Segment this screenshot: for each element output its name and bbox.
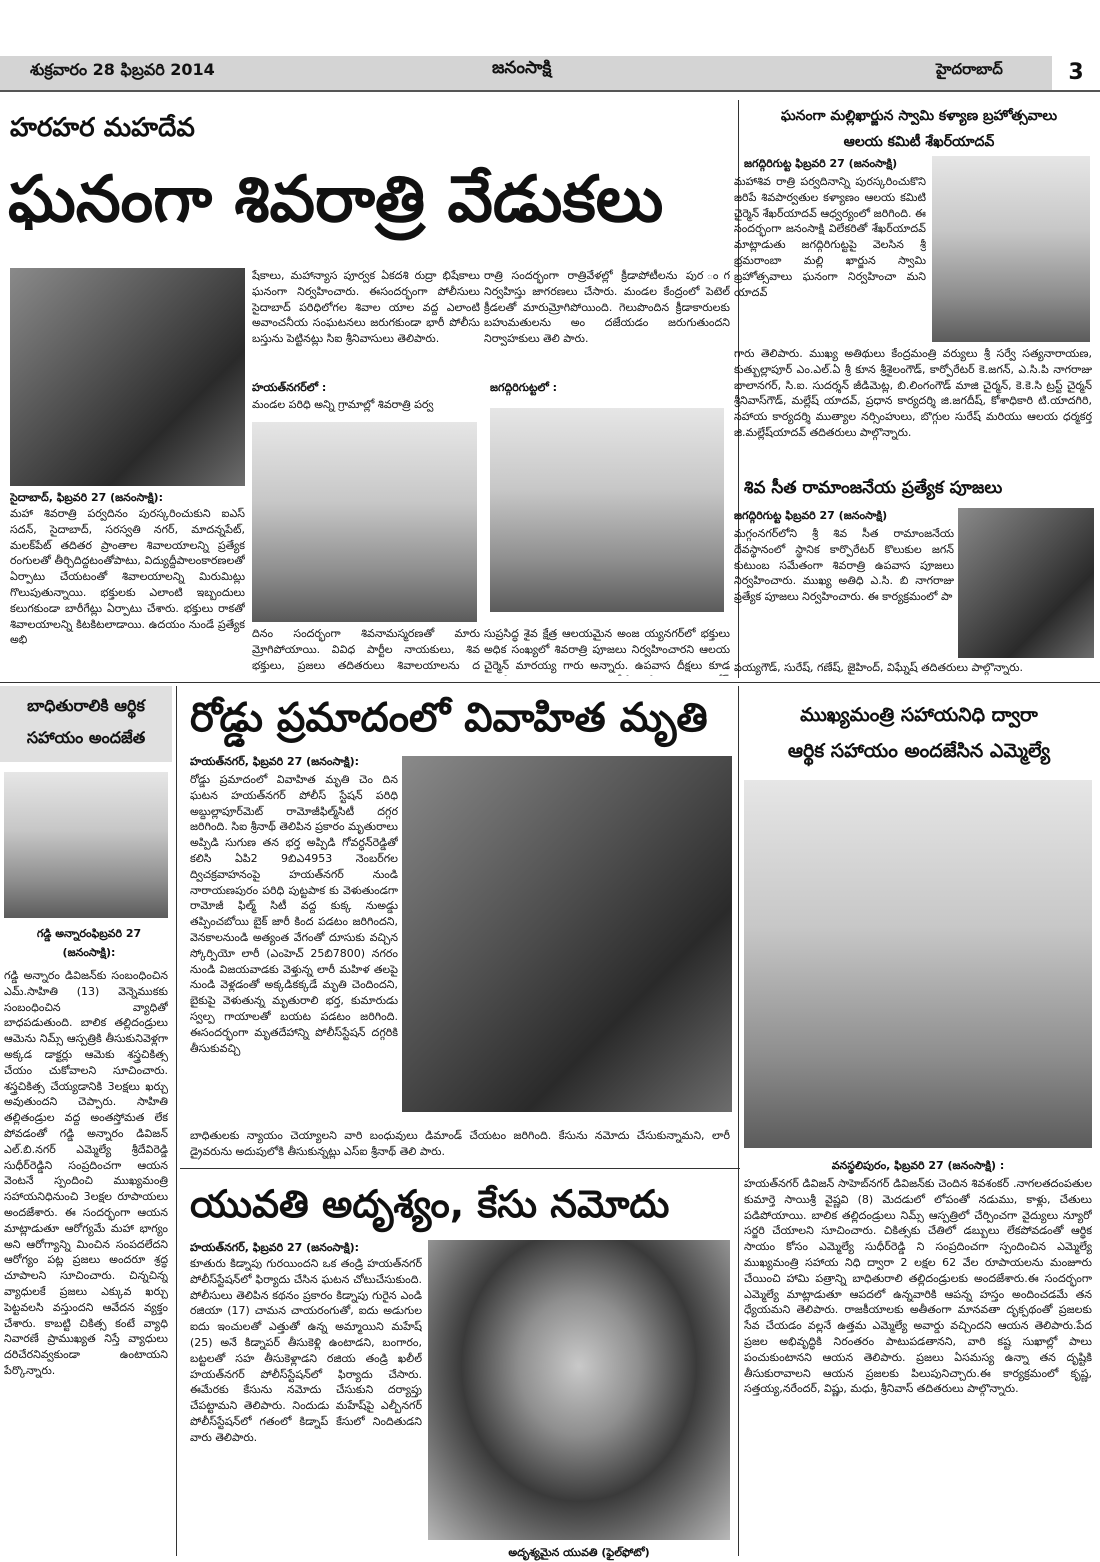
- badhitha-photo-handover: [4, 772, 168, 918]
- accident-text-tail: బాధితులకు న్యాయం చెయ్యాలని వారి బంధువులు డిమాండ్ చేయటం జరిగింది. కేసును నమోదు చేసుకున్నామని, లారీ డ్రైవరును అదుపులోకి తీసుకున్నట్లు ఎస్ఐ శ్రీనాథ్ తెలి పారు.: [190, 1129, 730, 1158]
- section-rule: [0, 682, 1100, 683]
- missing-text: కూతురు కిడ్నాపు గురయిందని ఒక తండ్రి హయత్‌నగర్ పోలీస్‌స్టేషన్‌లో ఫిర్యాదు చేసిన ఘటన చోటుచేసుకుంది. పోలీసులు తెలిపిన కథనం ప్రకారం కిడ్నాపు గురైన ఎండి రజియా (17) చామన చాయరంగుతో, ఐదు అడుగుల ఐదు ఇంచులతో ఎత్తుతో ఉన్న అమ్మాయిని మహేష్ (25) అనే కిడ్నాపర్ తీసుకెళ్లి ఉంటాడని, బంగారం, బట్టలతో సహ తీసుకెళ్లాడని రజియ తండ్రి ఖలీల్ హయత్‌నగర్ పోలీస్‌స్టేషన్‌లో ఫిర్యాదు చేసారు. ఈమేరకు కేసును నమోదు చేసుకుని దర్యాప్తు చేపట్టామని తెలిపారు. నిందుడు మహేష్‌పై ఎల్బీనగర్ పోలీస్‌స్టేషన్‌లో గతంలో కిడ్నాప్ కేసులో నిందితుడని వారు తెలిపారు.: [190, 1257, 422, 1444]
- missing-photo-portrait: [428, 1240, 730, 1540]
- lead-text-col2a: షేకాలు, మహాన్యాస పూర్వక ఏకదశి రుద్రా భిషేకాలు ఘనంగా నిర్వహించారు. ఈసందర్భంగా పోలీసులు సైదాబాద్ పరిధిలోగల శివాల యాల వద్ద ఎలాంటి అవాంచనీయ సంఘటనలు జరుగకుండా భారీ పోలీసు బస్తును పెట్టినట్లు సిఐ శ్రీనివాసులు తెలిపారు.: [252, 269, 480, 346]
- badhitha-dateline-2: (జనంసాక్షి):: [62, 946, 116, 959]
- mallikarjuna-headline-2: ఆలయ కమిటీ శేఖర్‌యాదవ్: [843, 134, 995, 150]
- cmfund-photo-handover: [744, 780, 1092, 1148]
- lead-text-col3b: సుప్రసిద్ధ శైవ క్షేత్ర ఆలయమైన అంజ య్యనగర్‌లో భక్తులు అధిక సంఖ్యలో శివరాత్రి పూజలు నిర్వహించారని ఆలయ చైర్మెన్ మారయ్య గారు అన్నారు. ఉపవాస దీక్షలు కూడ: [484, 627, 730, 672]
- mallikarjuna-photo-procession: [932, 156, 1090, 342]
- lead-kicker: హరహర మహదేవ: [10, 113, 195, 143]
- column-rule: [738, 686, 739, 1556]
- newspaper-logo: జనంసాక్షి: [492, 58, 552, 78]
- badhitha-dateline-1: గడ్డి అన్నారంఫిబ్రవరి 27: [36, 927, 142, 940]
- lead-text-col2b: మండల పరిధి అన్ని గ్రామాల్లో శివరాత్రి పర్వ: [252, 398, 434, 411]
- missing-photo-caption: అదృశ్యమైన యువతి (ఫైల్‌ఫోటో): [508, 1546, 650, 1559]
- mallikarjuna-text-full: గారు తెలిపారు. ముఖ్య అతిథులు కేంద్రమంత్రి వర్యులు శ్రీ సర్వే సత్యనారాయణ, కుత్బుల్లాపూర్ ఎం.ఎల్.ఏ శ్రీ కూన శ్రీశైలంగౌడ్, కార్పోరేటర్ కె.జగన్, ఎ.సి.పి నాగరాజు బాలానగర్, సి.ఐ. సుదర్శన్ జీడిమెట్ల, బి.లింగంగౌడ్ మాజి చైర్మన్, కె.కె.సి ట్రస్ట్ చైర్మన్ శ్రీనివాస్‌గౌడ్, మల్లేష్ యాదవ్, ప్రధాన కార్యదర్శి జి.జగదీష్, కోశాధికారి టి.యాదగిరి, సహాయ కార్యదర్శి ముత్యాల నర్సింహులు, బొగ్గుల సురేష్ మరియు ఆలయ ధర్మకర్త జి.మల్లేష్‌యాదవ్ తదితరులు పాల్గొన్నారు.: [734, 347, 1092, 439]
- lead-dateline: సైదాబాద్, ఫిబ్రవరి 27 (జనంసాక్షి):: [10, 491, 163, 504]
- accident-dateline: హయత్‌నగర్, ఫిబ్రవరి 27 (జనంసాక్షి):: [190, 755, 359, 768]
- missing-dateline: హయత్‌నగర్, ఫిబ్రవరి 27 (జనంసాక్షి):: [190, 1241, 359, 1254]
- mallikarjuna-dateline: జగద్గిరిగుట్ట ఫిబ్రవరి 27 (జనంసాక్షి): [744, 157, 898, 170]
- cmfund-headline-2: ఆర్థిక సహాయం అందజేసిన ఎమ్మెల్యే: [787, 740, 1051, 762]
- edition-city: హైదరాబాద్: [936, 60, 1003, 78]
- lead-photo-temple-shrine: [490, 408, 724, 612]
- lead-text-col2c: దినం సందర్భంగా శివనామస్మరణతో మారు మ్రోగిపోయాయి. వివిధ పార్టీల నాయకులు, శివ భక్తులు, ప్రజలు తదితరులు శివాలయాలను ద: [252, 627, 480, 672]
- missing-headline: యువతి అదృశ్యం, కేసు నమోదు: [190, 1182, 670, 1226]
- sita-dateline: జగద్గిరిగుట్ట ఫిబ్రవరి 27 (జనంసాక్షి): [734, 509, 888, 522]
- lead-sub-jagadgirigutta: జగద్గిరిగుట్టలో :: [490, 381, 558, 394]
- column-rule: [176, 686, 177, 1556]
- cmfund-text: హయత్‌నగర్ డివిజన్ సాహెబ్‌నగర్ డివిజన్‌కు చెందిన శివశంకర్ .నాగలతదంపతుల కుమార్తె సాయిశ్రీ వైష్ణవి (8) మెదడులో లోపంతో నడుము, కాళ్లు, చేతులు పడిపోయాయి. బాలిక తల్లిదండ్రులు నిమ్స్ ఆస్పత్రిలో చేర్పించగా వైద్యులు న్యూరో సర్జరి చేయాలని సూచించారు. చికిత్సకు చేతిలో డబ్బులు లేకపోవడంతో ఆర్థిక సాయం కోసం ఎమ్మెల్యే సుధీర్‌రెడ్డి ని సంప్రదించగా స్పందించిన ఎమ్మెల్యే ముఖ్యమంత్రి సహాయ నిధి ద్వారా 2 లక్షల 62 వేల రూపాయలను మంజూరు చేయించి హామి పత్రాన్ని బాధితురాలి తల్లిదండ్రులకు అందజేశారు.ఈ సందర్భంగా ఎమ్మెల్యే మాట్లాడుతూ ఆపదలో ఉన్నవారికి ఆపన్న హస్తం అందించడమే తన ధ్యేయమని తెలిపారు. రాజకీయాలకు అతీతంగా మానవతా దృక్పథంతో ప్రజలకు సేవ చేయడం వల్లనే ఉత్తమ ఎమ్మెల్యే అవార్డు వచ్చిందని ఆయన తెలిపారు.పేద ప్రజల అభివృద్ధికి నిరంతరం పాటుపడతానని, వారి కష్ట సుఖాల్లో పాలు పంచుకుంటానని ఆయన తెలిపారు. ప్రజలు ఏసమస్య ఉన్నా తన దృష్టికి తీసుకురావాలని ఆయన ప్రజలకు పిలుపునిచ్చారు.ఈ కార్యక్రమంలో కృష్ణ, సత్తయ్య,నరేందర్, విష్ణు, మధు, శ్రీనివాస్ తదితరులు పాల్గొన్నారు.: [744, 1177, 1092, 1396]
- sita-text-full: పయ్యగౌడ్, సురేష్, గణేష్, జైహింద్, విఘ్నేష్ తదితరులు పాల్గొన్నారు.: [734, 661, 1023, 674]
- page-number: 3: [1052, 56, 1100, 90]
- cmfund-dateline: వనస్థలిపురం, ఫిబ్రవరి 27 (జనంసాక్షి) :: [831, 1159, 1005, 1172]
- accident-headline: రోడ్డు ప్రమాదంలో వివాహిత మృతి: [190, 695, 708, 741]
- accident-text: రోడ్డు ప్రమాదంలో వివాహిత మృతి చెం దిన ఘటన హయత్‌నగర్ పోలీస్ స్టేషన్ పరిధి అబ్దుల్లాపూర్‌మెట్ రామోజీఫిల్మ్‌సిటీ దగ్గర జరిగింది. సిఐ శ్రీనాథ్ తెలిపిన ప్రకారం మృతురాలు అప్పిడి సుగుణ తన భర్త అప్పిడి గోవర్ధన్‌రెడ్డితో కలిసి ఏపి2 9బిఎ4953 నెంబర్‌గల ద్విచక్రవాహనంపై హయత్‌నగర్ నుండి నారాయణపురం పరిధి పుట్టపాక కు వెళుతుండగా రామోజీ ఫిల్మ్ సిటీ వద్ద కుక్క నుఅడ్డు తప్పించబోయి బైక్ జారీ కింద పడటం జరిగిందని, వెనకాలనుండి అత్యంత వేగంతో దూసుకు వచ్చిన స్కోర్పియో లారీ (ఎంహెచ్ 25బి7800) నగరం నుండి విజయవాడకు వెళ్తున్న లారీ మహిళ తలపై నుండి వెళ్లడంతో అక్కడికక్కడే మృతి చెందిందని, బైకుపై వెళుతున్న మృతురాలి భర్త, కుమారుడు స్వల్ప గాయాలతో బయట పడటం జరిగింది. ఈసందర్భంగా మృతదేహాన్ని పోలీస్‌స్టేషన్ దగ్గరికి తీసుకువచ్చి: [190, 773, 398, 1055]
- badhitha-headline-1: బాధితురాలికి ఆర్థిక: [27, 696, 145, 715]
- cmfund-headline-1: ముఖ్యమంత్రి సహాయనిధి ద్వారా: [800, 704, 1038, 726]
- sita-headline: శివ సీత రామాంజనేయ ప్రత్యేక పూజలు: [744, 478, 1003, 498]
- lead-text-col1: మహా శివరాత్రి పర్వదినం పురస్కరించుకుని ఐఎస్ సదన్, సైదాబాద్, సరస్వతి నగర్, మాదన్నపేట్, మలక్‌పేట్ తదితర ప్రాంతాల శివాలయాలన్ని ప్రత్యేక రంగులతో తీర్చిదిద్దటంతోపాటు, విద్యుద్దీపాలంకారణలతో ఏర్పాటు చేయటంతో శివాలయాలన్ని మిరుమిట్లు గొలుపుతున్నాయి. భక్తులకు ఎలాంటి ఇబ్బందులు కలుగకుండా బారీగేట్లు ఏర్పాటు చేశారు. భక్తులు రాకతో శివాలయాలన్ని కిటకిటలాడాయి. ఉదయం నుండే ప్రత్యేక అభి: [10, 507, 245, 647]
- mallikarjuna-text-left: మహాశివ రాత్రి పర్వదినాన్ని పురస్కరించుకొని జరిపే శివపార్వతుల కళ్యాణం ఆలయ కమిటి చైర్మెన్ శేఖర్‌యాదవ్ ఆధ్వర్యంలో జరిగింది. ఈ సందర్భంగా జనంసాక్షి విలేకరితో శేఖర్‌యాదవ్ మాట్లాడుతు జగద్గిరిగుట్టపై వెలసిన శ్రీ భ్రమరాంబా మల్లి ఖార్జున స్వామి బ్రహోత్సవాలు ఘనంగా నిర్వహించా మని యాదవ్: [734, 175, 926, 299]
- lead-headline: ఘనంగా శివరాత్రి వేడుకలు: [8, 163, 664, 237]
- issue-date: శుక్రవారం 28 ఫిబ్రవరి 2014: [30, 60, 215, 79]
- lead-photo-temple-puja: [10, 268, 245, 486]
- lead-photo-crowd: [252, 422, 477, 622]
- sita-photo-puja: [958, 508, 1094, 658]
- lead-sub-hayathnagar: హయత్‌నగర్‌లో :: [252, 381, 327, 394]
- mallikarjuna-headline-1: ఘనంగా మల్లిఖార్జున స్వామి కళ్యాణ బ్రహోత్సవాలు: [780, 108, 1058, 124]
- accident-photo-scene: [402, 756, 732, 1112]
- sita-text-left: మగ్గంనగర్‌లోని శ్రీ శివ సీత రామాంజనేయ దేవస్థానంలో స్థానిక కార్పొరేటర్ కొలుకుల జగన్ కుటుంబ సమేతంగా శివరాత్రి ఉపవాస పూజలు నిర్వహించారు. ముఖ్య అతిధి ఎ.సి. బి నాగరాజు ప్రత్యేక పూజలు నిర్వహించారు. ఈ కార్యక్రమంలో పా: [734, 527, 954, 604]
- badhitha-text: గడ్డి అన్నారం డివిజన్‌కు సంబంధించిన ఎమ్.సాహితి (13) వెన్నెముకకు సంబంధించిన వ్యాధితో బాధపడుతుంది. బాలిక తల్లిదండ్రులు ఆమెను నిమ్స్ ఆస్పత్రికి తీసుకునివెళ్లగా అక్కడ డాక్టర్లు ఆమెకు శస్త్రచికిత్స చేయం చుకోవాలని సూచించారు. శస్త్రచికిత్స చేయ్యడానికి 3లక్షలు ఖర్చు అవుతుందని చెప్పారు. సాహితి తల్లితండ్రుల వద్ద అంతస్తోమత లేక పోవడంతో గడ్డి అన్నారం డివిజన్ ఎల్.బి.నగర్ ఎమ్మెల్యే శ్రీదేవిరెడ్డి సుధీర్‌రెడ్డిని సంప్రదించగా ఆయన వెంటనే స్పందించి ముఖ్యమంత్రి సహాయనిధినుంచి 3లక్షల రూపాయలు అందజేశారు. ఈ సందర్భంగా ఆయన మాట్లాడుతూ ఆరోగ్యమే మహా భాగ్యం అని ఆరోగ్యాన్ని మించిన సంపదలేదని ఆరోగ్యం పట్ల ప్రజలు అందరూ శ్రద్ధ చూపాలని సూచించారు. చిన్నచిన్న వ్యాధులకే ప్రజలు ఎక్కువ ఖర్చు పెట్టవలసి వస్తుందని ఆవేదన వ్యక్తం చేశారు. కాబట్టి చికిత్స కంటే వ్యాధి నివారణే ప్రాముఖ్యత నిస్తే వ్యాధులు దరిచేరనివ్వకుండా ఉంటాయని పేర్కొన్నారు.: [4, 969, 168, 1377]
- lead-text-col3a: రాత్రి సందర్భంగా రాత్రివేళల్లో క్రీడాపోటీలను పుర ంగ నిర్వహిస్తు జాగరణలు చేసారు. మండల కేంద్రంలో పెటెల్ క్రీడలతో మారుమ్రోగిపోయింది. గెలుపొందిన క్రీడాకారులకు బహుమతులను అం దజేయడం జరుగుతుందని నిర్వాహకులు తెలి పారు.: [484, 269, 730, 346]
- badhitha-headline-2: సహాయం అందజేత: [26, 728, 146, 747]
- section-rule: [180, 1168, 740, 1169]
